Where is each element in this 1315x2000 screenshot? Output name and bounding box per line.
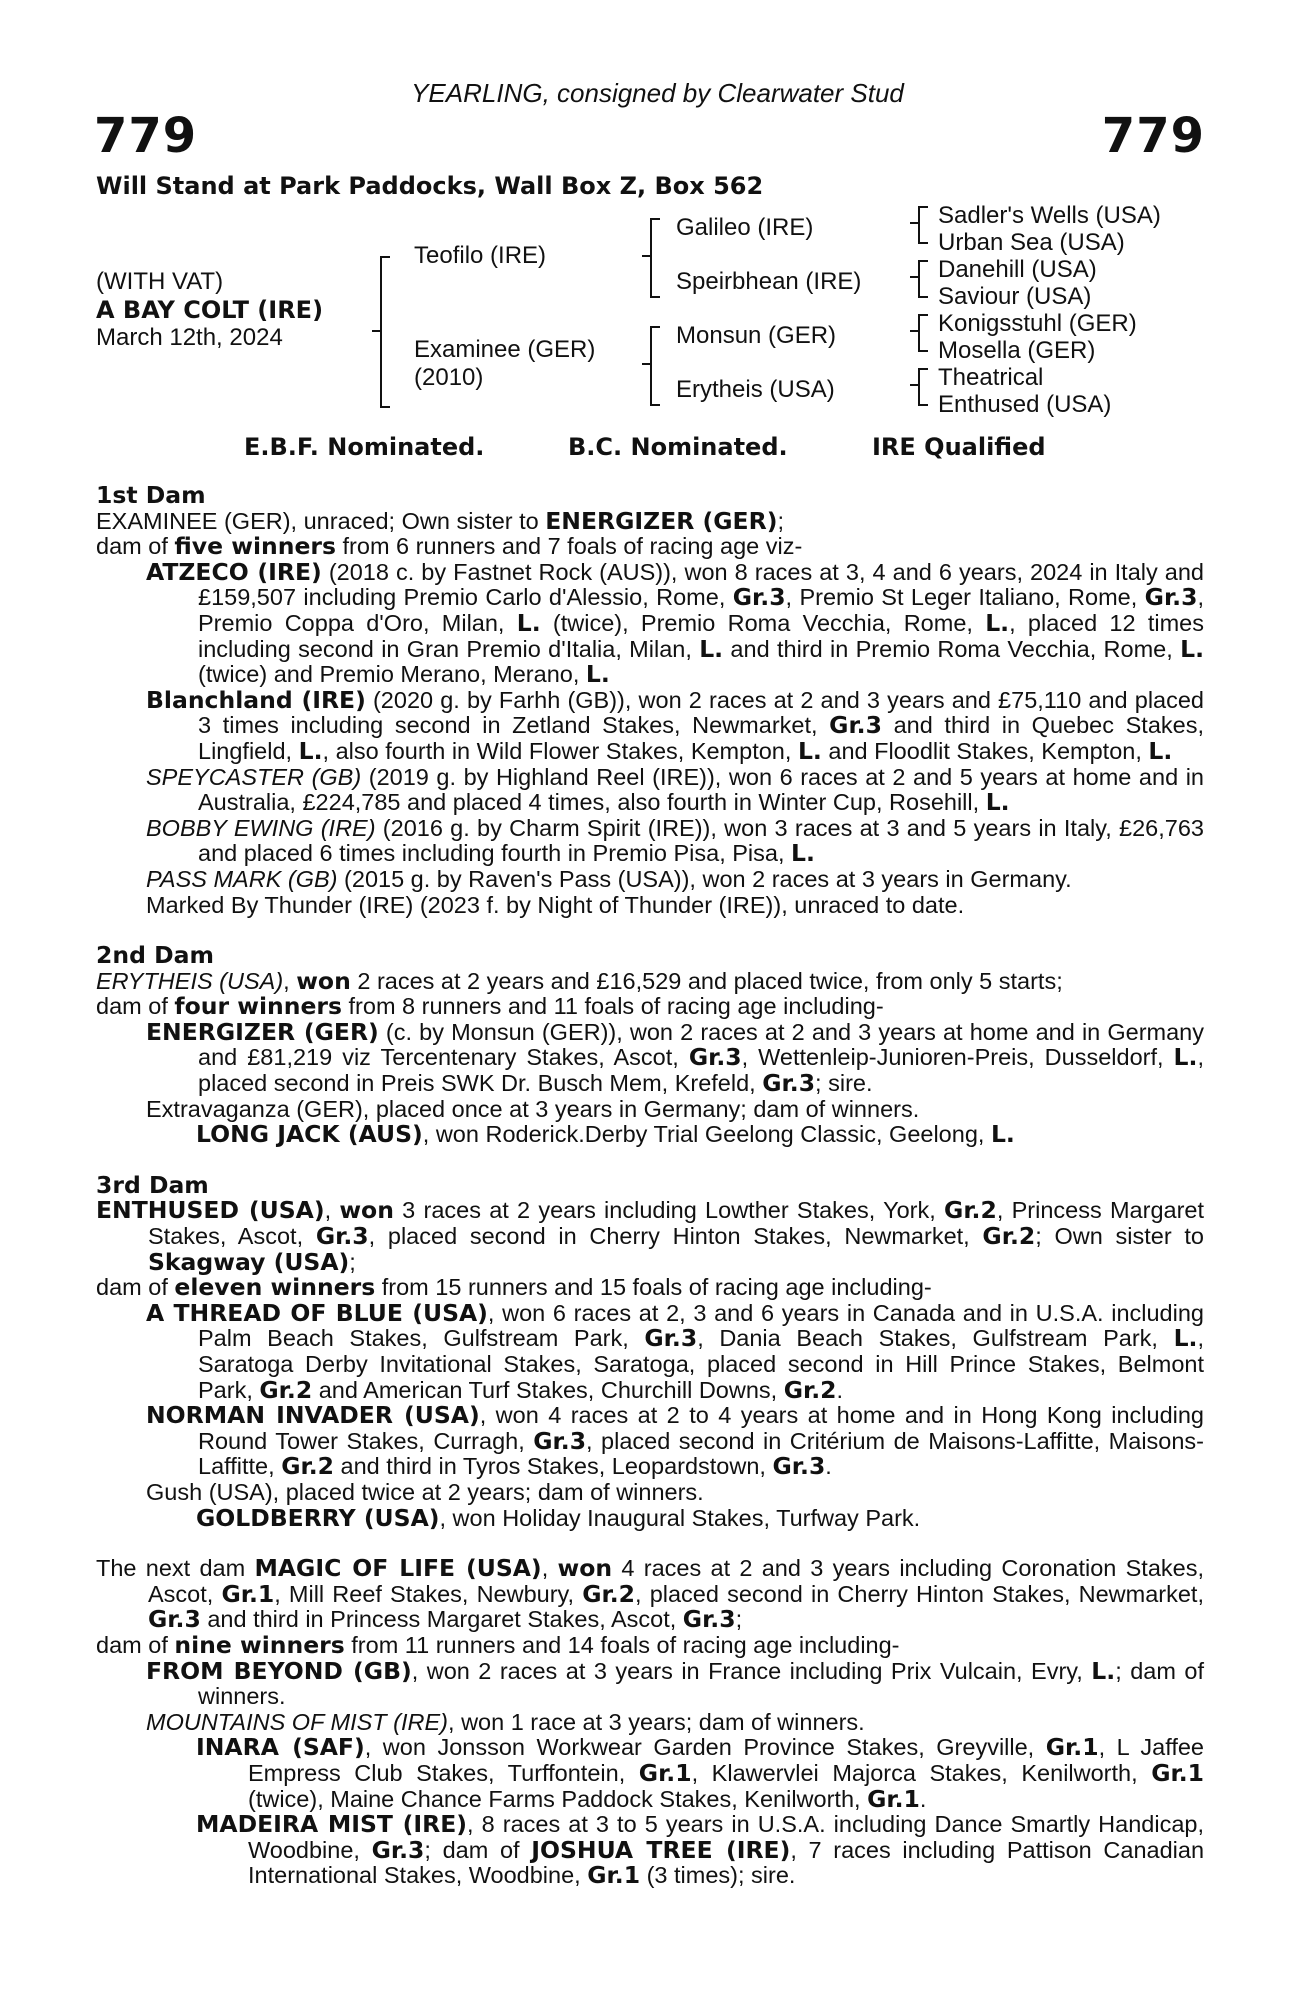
granddam-4: Enthused (USA) — [938, 391, 1112, 418]
catalogue-body — [96, 483, 1204, 1889]
produce-bobby-ewing: BOBBY EWING (IRE) (2016 g. by Charm Spirit (IRE)), won 3 races at 3 and 5 years in Italy, £26,763 and placed 6 times including fourth in Premio Pisa, Pisa, L. — [146, 814, 1204, 868]
sire-name: Teofilo (IRE) — [414, 242, 547, 269]
produce-inara: INARA (SAF), won Jonsson Workwear Garden Province Stakes, Greyville, Gr.1, L Jaffee Empress Club Stakes, Turffontein, Gr.1, Klawervlei Majorca Stakes, Kenilworth, Gr.1 (twice), Maine Chance Farms Paddock Stakes, Kenilworth, Gr.1. — [196, 1733, 1204, 1813]
sire-sire: Galileo (IRE) — [676, 214, 814, 241]
produce-energizer: ENERGIZER (GER) (c. by Monsun (GER)), won 2 races at 2 and 3 years at home and in Germany and £81,219 viz Tercentenary Stakes, Ascot, Gr.3, Wettenleip-Junioren-Preis, Dusseldorf, L., placed second in Preis SWK Dr. Busch Mem, Krefeld, Gr.3; sire. — [146, 1017, 1204, 1098]
produce-norman-invader: NORMAN INVADER (USA), won 4 races at 2 to 4 years at home and in Hong Kong including Round Tower Stakes, Curragh, Gr.3, placed second in Critérium de Maisons-Laffitte, Maisons-Laffitte, Gr.2 and third in Tyros Stakes, Leopardstown, Gr.3. — [146, 1401, 1204, 1481]
grandsire-2: Danehill (USA) — [938, 256, 1097, 283]
vat-label: (WITH VAT) — [96, 268, 224, 295]
consignment-line: YEARLING, consigned by Clearwater Stud — [411, 78, 904, 108]
granddam-1: Urban Sea (USA) — [938, 229, 1125, 256]
brace-g3-tip — [910, 330, 918, 332]
brace-sire — [650, 218, 660, 298]
grandsire-3: Konigsstuhl (GER) — [938, 310, 1137, 337]
brace-g1-tip — [910, 222, 918, 224]
lot-number-left: 779 — [94, 108, 198, 164]
foaling-date: March 12th, 2024 — [96, 324, 283, 351]
second-dam-heading: 2nd Dam — [96, 941, 214, 970]
produce-gush: Gush (USA), placed twice at 2 years; dam of winners. — [146, 1478, 704, 1505]
granddam-3: Mosella (GER) — [938, 337, 1096, 364]
next-dam-intro: The next dam MAGIC OF LIFE (USA), won 4 races at 2 and 3 years including Coronation Stakes, Ascot, Gr.1, Mill Reef Stakes, Newbury, Gr.2, placed second in Cherry Hinton Stakes, Newmarket, Gr.3 and third in Princess Margaret Stakes, Ascot, Gr.3; — [96, 1554, 1204, 1634]
brace-g3 — [918, 314, 928, 352]
stand-location: Will Stand at Park Paddocks, Wall Box Z, Box 562 — [96, 172, 764, 200]
produce-from-beyond: FROM BEYOND (GB), won 2 races at 3 years in France including Prix Vulcain, Evry, L.; dam of winners. — [146, 1656, 1204, 1710]
bc-nominated: B.C. Nominated. — [568, 433, 788, 461]
produce-madeira-mist: MADEIRA MIST (IRE), 8 races at 3 to 5 years in U.S.A. including Dance Smartly Handicap, Woodbine, Gr.3; dam of JOSHUA TREE (IRE), 7 races including Pattison Canadian International Stakes, Woodbine, Gr.1 (3 times); sire. — [196, 1810, 1205, 1890]
first-dam-produce-summary: dam of five winners from 6 runners and 7 foals of racing age viz- — [96, 532, 803, 561]
third-dam-heading: 3rd Dam — [96, 1170, 209, 1199]
brace-main-tip — [372, 330, 380, 332]
dam-year: (2010) — [414, 364, 484, 391]
produce-goldberry: GOLDBERRY (USA), won Holiday Inaugural Stakes, Turfway Park. — [196, 1503, 921, 1532]
first-dam-heading: 1st Dam — [96, 481, 206, 509]
brace-sire-tip — [642, 255, 650, 257]
first-dam-intro: EXAMINEE (GER), unraced; Own sister to ENERGIZER (GER); — [96, 506, 784, 535]
dam-name: Examinee (GER) — [414, 336, 596, 363]
brace-main — [380, 256, 390, 408]
sire-dam: Speirbhean (IRE) — [676, 268, 862, 295]
produce-pass-mark: PASS MARK (GB) (2015 g. by Raven's Pass (USA)), won 2 races at 3 years in Germany. — [146, 865, 1072, 892]
second-dam-intro: ERYTHEIS (USA), won 2 races at 2 years and £16,529 and placed twice, from only 5 starts; — [96, 966, 1063, 995]
lot-number-right: 779 — [1101, 108, 1205, 164]
brace-g2 — [918, 260, 928, 298]
brace-g4-tip — [910, 384, 918, 386]
dam-sire: Monsun (GER) — [676, 322, 837, 349]
produce-long-jack: LONG JACK (AUS), won Roderick.Derby Trial Geelong Classic, Geelong, L. — [196, 1120, 1015, 1149]
next-dam-produce-summary: dam of nine winners from 11 runners and 14 foals of racing age including- — [96, 1630, 900, 1659]
ebf-nominated: E.B.F. Nominated. — [244, 433, 485, 461]
produce-mountains-of-mist: MOUNTAINS OF MIST (IRE), won 1 race at 3 years; dam of winners. — [146, 1708, 865, 1735]
brace-dam-tip — [642, 363, 650, 365]
produce-extravaganza: Extravaganza (GER), placed once at 3 years in Germany; dam of winners. — [146, 1095, 920, 1122]
grandsire-1: Sadler's Wells (USA) — [938, 202, 1161, 229]
brace-g4 — [918, 368, 928, 406]
dam-dam: Erytheis (USA) — [676, 376, 835, 403]
granddam-2: Saviour (USA) — [938, 283, 1092, 310]
produce-blanchland: Blanchland (IRE) (2020 g. by Farhh (GB)), won 2 races at 2 and 3 years and £75,110 and placed 3 times including second in Zetland Stakes, Newmarket, Gr.3 and third in Quebec Stakes, Lingfield, L., also fourth in Wild Flower Stakes, Kempton, L. and Floodlit Stakes, Kempton, L. — [146, 685, 1204, 765]
third-dam-produce-summary: dam of eleven winners from 15 runners and 15 foals of racing age including- — [96, 1273, 932, 1302]
brace-dam — [650, 326, 660, 406]
ire-qualified: IRE Qualified — [872, 433, 1046, 461]
third-dam-intro: ENTHUSED (USA), won 3 races at 2 years including Lowther Stakes, York, Gr.2, Princess Margaret Stakes, Ascot, Gr.3, placed second in Cherry Hinton Stakes, Newmarket, Gr.2; Own sister to Skagway (USA); — [96, 1196, 1205, 1276]
produce-atzeco: ATZECO (IRE) (2018 c. by Fastnet Rock (AUS)), won 8 races at 3, 4 and 6 years, 2024 in Italy and £159,507 including Premio Carlo d'Alessio, Rome, Gr.3, Premio St Leger Italiano, Rome, Gr.3, Premio Coppa d'Oro, Milan, L. (twice), Premio Roma Vecchia, Rome, L., placed 12 times including second in Gran Premio d'Italia, Milan, L. and third in Premio Roma Vecchia, Rome, L. (twice) and Premio Merano, Merano, L. — [146, 557, 1205, 689]
second-dam-produce-summary: dam of four winners from 8 runners and 11 foals of racing age including- — [96, 992, 884, 1021]
colt-name: A BAY COLT (IRE) — [96, 296, 324, 324]
brace-g1 — [918, 206, 928, 244]
produce-a-thread-of-blue: A THREAD OF BLUE (USA), won 6 races at 2, 3 and 6 years in Canada and in U.S.A. including Palm Beach Stakes, Gulfstream Park, Gr.3, Dania Beach Stakes, Gulfstream Park, L., Saratoga Derby Invitational Stakes, Saratoga, placed second in Hill Prince Stakes, Belmont Park, Gr.2 and American Turf Stakes, Churchill Downs, Gr.2. — [146, 1298, 1204, 1404]
grandsire-4: Theatrical — [938, 364, 1044, 391]
brace-g2-tip — [910, 276, 918, 278]
produce-speycaster: SPEYCASTER (GB) (2019 g. by Highland Reel (IRE)), won 6 races at 2 and 5 years at home and in Australia, £224,785 and placed 4 times, also fourth in Winter Cup, Rosehill, L. — [146, 763, 1204, 817]
produce-marked-by-thunder: Marked By Thunder (IRE) (2023 f. by Night of Thunder (IRE)), unraced to date. — [146, 891, 965, 918]
